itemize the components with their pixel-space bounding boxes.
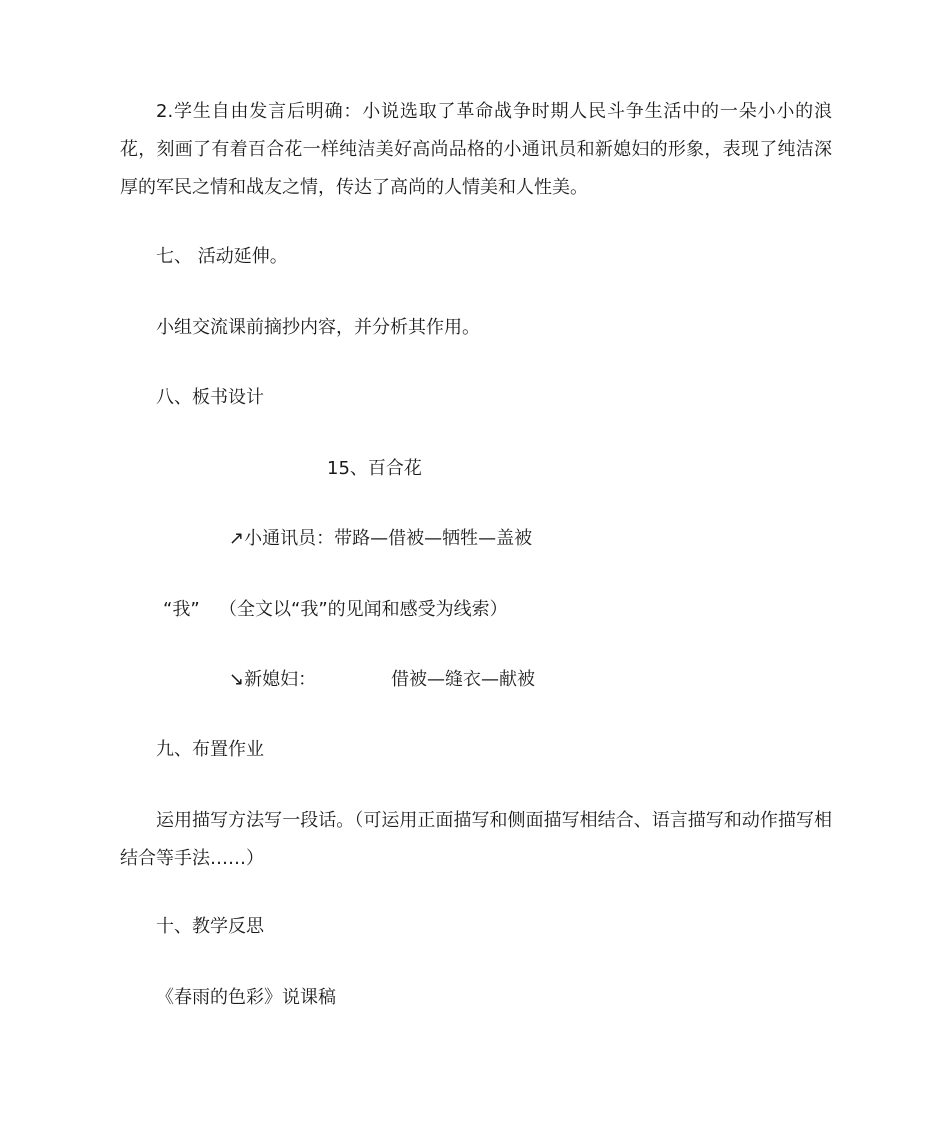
heading-homework: 九、布置作业 — [156, 739, 264, 760]
heading-activity-extension: 七、 活动延伸。 — [156, 246, 288, 267]
heading-reflection: 十、教学反思 — [156, 916, 264, 937]
board-row-me-note: （全文以“我”的见闻和感受为线索） — [219, 599, 508, 620]
paragraph-homework: 运用描写方法写一段话。（可运用正面描写和侧面描写相结合、语言描写和动作描写相结合等手法……） — [120, 810, 832, 869]
paragraph-activity: 小组交流课前摘抄内容，并分析其作用。 — [156, 317, 480, 338]
paragraph-conclusion: 2.学生自由发言后明确：小说选取了革命战争时期人民斗争生活中的一朵小小的浪花，刻画了有着百合花一样纯洁美好高尚品格的小通讯员和新媳妇的形象，表现了纯洁深厚的军民之情和战友之情，传达了高尚的人情美和人性美。 — [120, 101, 832, 198]
board-row-me: “我” — [163, 599, 200, 620]
board-row-bride-events: 借被—缝衣—献被 — [391, 669, 535, 690]
board-title: 15、百合花 — [327, 458, 422, 479]
next-section-title: 《春雨的色彩》说课稿 — [156, 987, 336, 1008]
board-row-messenger: ↗小通讯员：带路—借被—牺牲—盖被 — [229, 528, 533, 549]
heading-board-design: 八、板书设计 — [156, 387, 264, 408]
board-row-bride-label: ↘新媳妇： — [229, 669, 317, 690]
